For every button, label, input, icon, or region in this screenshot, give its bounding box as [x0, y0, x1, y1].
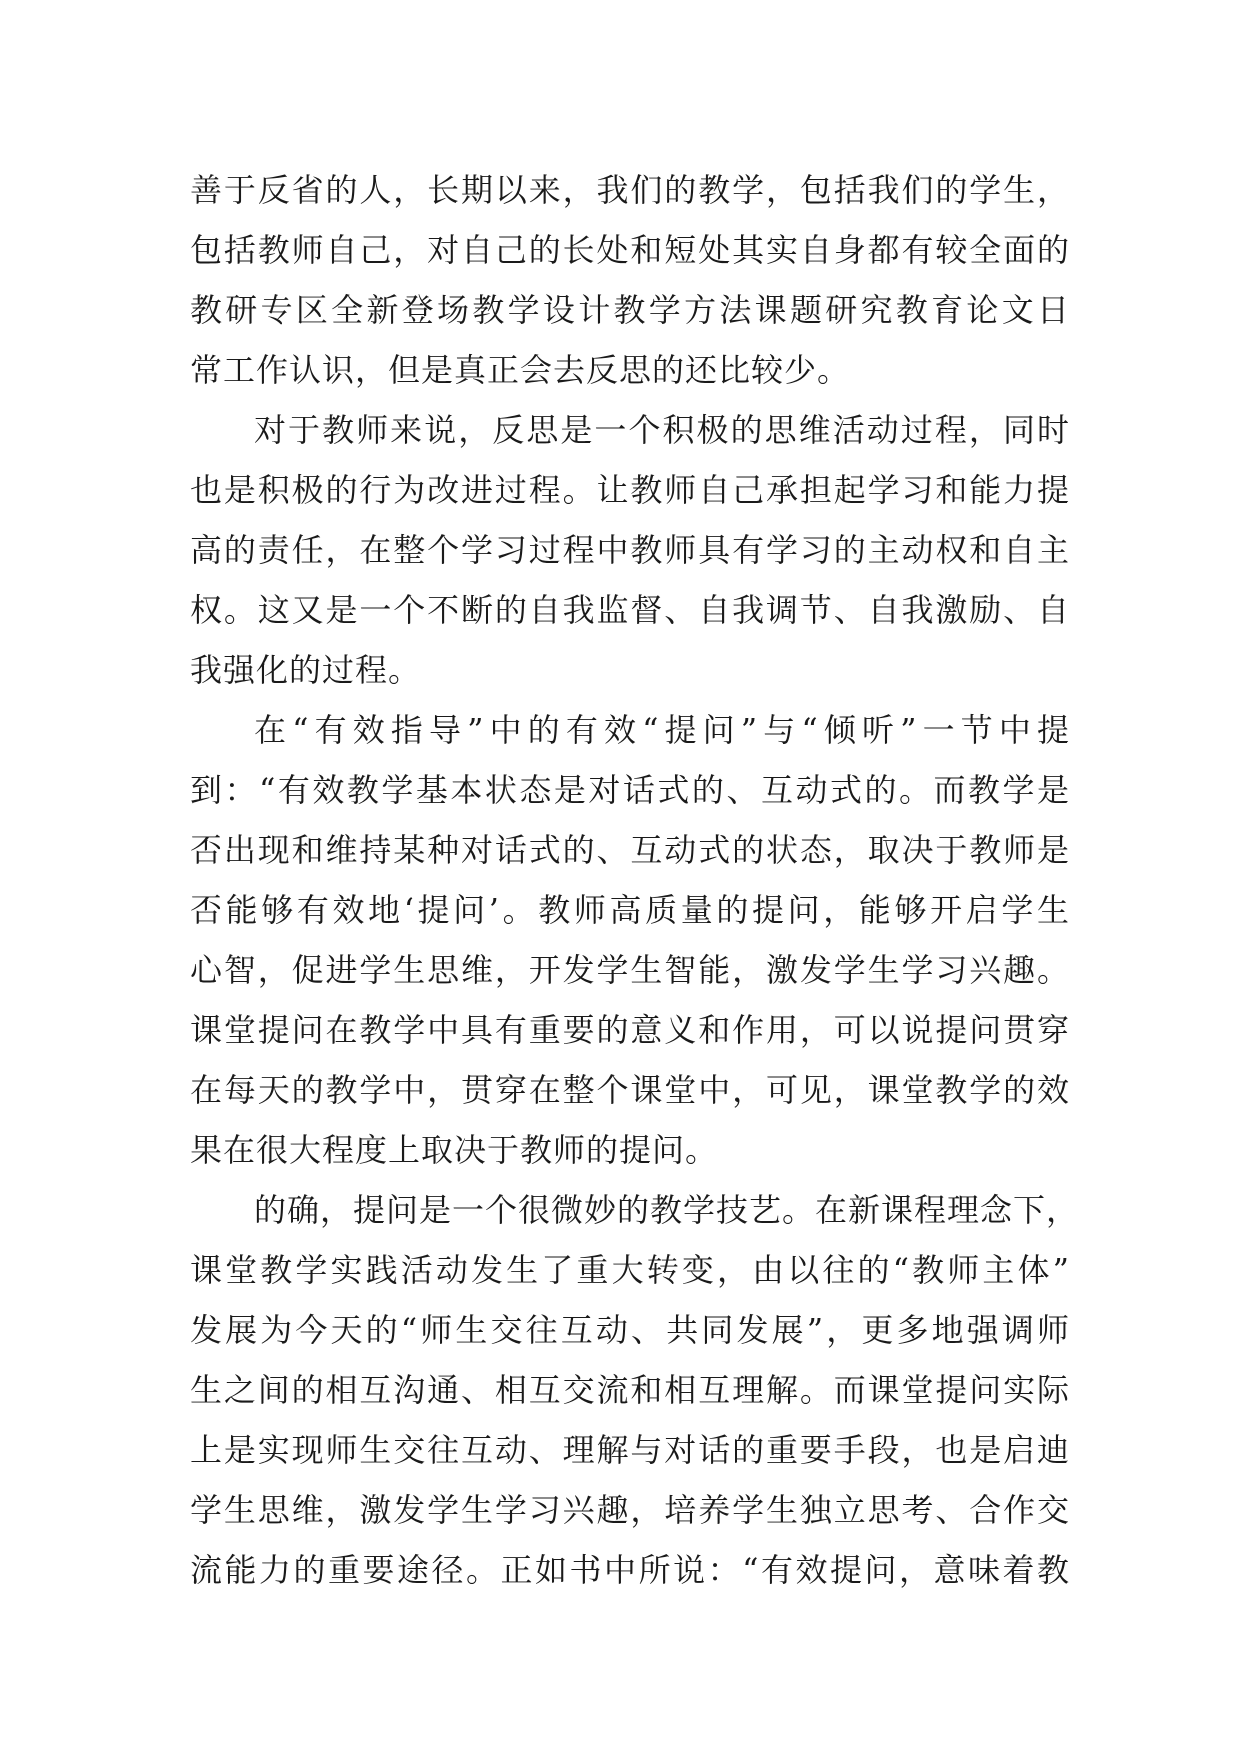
- text-line: 心智，促进学生思维，开发学生智能，激发学生学习兴趣。: [190, 951, 1070, 989]
- text-line: 常工作认识，但是真正会去反思的还比较少。: [190, 351, 851, 389]
- text-line: 善于反省的人，长期以来，我们的教学，包括我们的学生，: [190, 171, 1070, 209]
- text-line: 学生思维，激发学生学习兴趣，培养学生独立思考、合作交: [190, 1491, 1070, 1529]
- text-line: 到：“有效教学基本状态是对话式的、互动式的。而教学是: [190, 771, 1070, 809]
- text-line: 教研专区全新登场教学设计教学方法课题研究教育论文日: [190, 291, 1070, 329]
- paragraph-start-line: 在“有效指导”中的有效“提问”与“倾听”一节中提: [254, 711, 1070, 749]
- text-line: 否能够有效地‘提问’。教师高质量的提问，能够开启学生: [190, 891, 1070, 929]
- text-line: 高的责任，在整个学习过程中教师具有学习的主动权和自主: [190, 531, 1070, 569]
- paragraph-start-line: 的确，提问是一个很微妙的教学技艺。在新课程理念下，: [254, 1191, 1080, 1229]
- text-line: 在每天的教学中，贯穿在整个课堂中，可见，课堂教学的效: [190, 1071, 1070, 1109]
- paragraph-start-line: 对于教师来说，反思是一个积极的思维活动过程，同时: [254, 411, 1070, 449]
- text-line: 课堂教学实践活动发生了重大转变，由以往的“教师主体”: [190, 1251, 1070, 1289]
- text-line: 发展为今天的“师生交往互动、共同发展”，更多地强调师: [190, 1311, 1070, 1349]
- body-text: [190, 160, 1080, 1600]
- text-line: 我强化的过程。: [190, 651, 422, 689]
- text-line: 包括教师自己，对自己的长处和短处其实自身都有较全面的: [190, 231, 1070, 269]
- text-line: 上是实现师生交往互动、理解与对话的重要手段，也是启迪: [190, 1431, 1070, 1469]
- text-line: 课堂提问在教学中具有重要的意义和作用，可以说提问贯穿: [190, 1011, 1070, 1049]
- text-line: 否出现和维持某种对话式的、互动式的状态，取决于教师是: [190, 831, 1070, 869]
- text-line: 生之间的相互沟通、相互交流和相互理解。而课堂提问实际: [190, 1371, 1070, 1409]
- text-line: 权。这又是一个不断的自我监督、自我调节、自我激励、自: [190, 591, 1070, 629]
- text-line: 果在很大程度上取决于教师的提问。: [190, 1131, 719, 1169]
- text-line: 也是积极的行为改进过程。让教师自己承担起学习和能力提: [190, 471, 1070, 509]
- text-line: 流能力的重要途径。正如书中所说：“有效提问，意味着教: [190, 1551, 1070, 1589]
